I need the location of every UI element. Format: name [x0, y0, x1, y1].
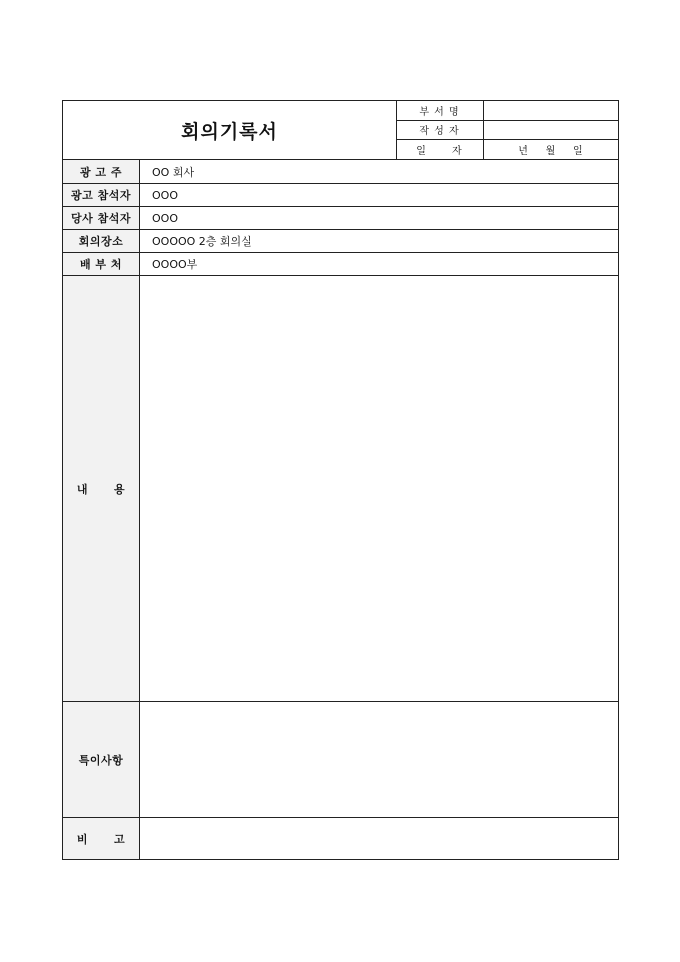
special-notes-field[interactable] [140, 702, 618, 817]
distribution-label: 배 부 처 [79, 258, 123, 271]
special-notes-label: 특이사항 [78, 753, 124, 767]
advertiser-field[interactable]: OO 회사 [152, 165, 195, 179]
date-field[interactable]: 년 월 일 [518, 145, 584, 157]
our-attendees-label: 당사 참석자 [71, 212, 131, 225]
dept-label: 부 서 명 [419, 107, 460, 118]
ad-attendees-field[interactable]: OOO [152, 188, 178, 202]
remarks-label: 비 고 [76, 832, 126, 846]
remarks-field[interactable] [140, 818, 618, 859]
document-title: 회의기록서 [181, 120, 278, 143]
writer-label: 작 성 자 [419, 126, 460, 137]
venue-field[interactable]: OOOOO 2층 회의실 [152, 235, 252, 248]
content-label: 내 용 [76, 482, 126, 496]
date-label: 일 자 [416, 145, 463, 157]
advertiser-label: 광 고 주 [79, 165, 123, 179]
content-field[interactable] [140, 276, 618, 701]
distribution-field[interactable]: OOOO부 [152, 258, 198, 271]
writer-field[interactable] [484, 120, 618, 139]
ad-attendees-label: 광고 참석자 [71, 189, 131, 202]
meeting-record-form [62, 100, 619, 860]
venue-label: 회의장소 [78, 235, 124, 248]
our-attendees-field[interactable]: OOO [152, 211, 178, 225]
dept-field[interactable] [484, 101, 618, 120]
